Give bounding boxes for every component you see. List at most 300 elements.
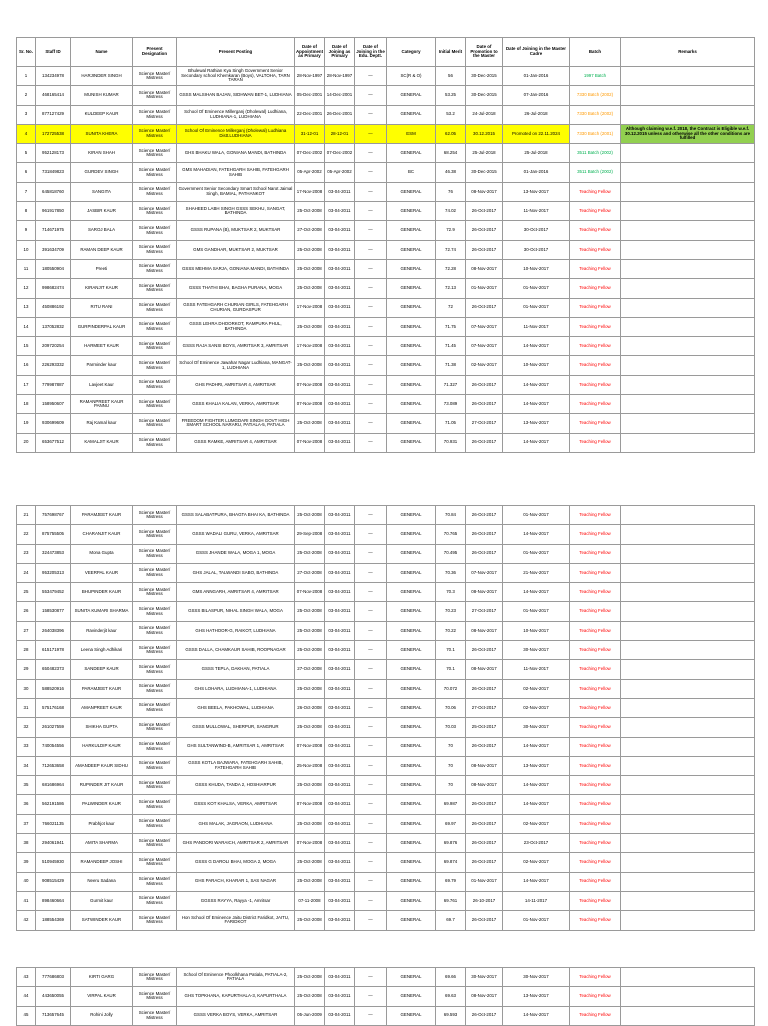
cell-date-joining-edu: —	[355, 163, 387, 182]
table-row	[17, 602, 755, 621]
cell-name: KIRTI GARG	[71, 968, 133, 987]
cell-date-master-cadre: 14-Nov-2017	[503, 375, 570, 394]
cell-category: GENERAL	[387, 679, 436, 698]
cell-category: GENERAL	[387, 221, 436, 240]
cell-category: GENERAL	[387, 337, 436, 356]
table-row	[17, 891, 755, 910]
cell-initial-merit: 56	[436, 67, 466, 86]
cell-date-master-cadre: 10-Nov-2017	[503, 259, 570, 278]
cell-date-promotion: 26-Oct-2017	[466, 221, 503, 240]
cell-designation: Science Master/ Mistress	[133, 67, 177, 86]
cell-batch: Teaching Fellow	[570, 756, 621, 775]
cell-remarks	[621, 776, 755, 795]
cell-category: GENERAL	[387, 621, 436, 640]
cell-date-joining-edu: —	[355, 414, 387, 433]
cell-date-joining-edu: —	[355, 86, 387, 105]
cell-remarks	[621, 337, 755, 356]
cell-date-master-cadre: 30-Nov-2017	[503, 968, 570, 987]
cell-posting: GSSS VERKA BOYS, VERKA, AMRITSAR	[177, 1006, 295, 1025]
cell-designation: Science Master/ Mistress	[133, 563, 177, 582]
cell-designation: Science Master/ Mistress	[133, 583, 177, 602]
cell-date-master-cadre: 13-Nov-2017	[503, 756, 570, 775]
cell-date-promotion: 26-Oct-2017	[466, 911, 503, 930]
cell-date-promotion: 08-Nov-2017	[466, 776, 503, 795]
cell-date-joining-edu: —	[355, 776, 387, 795]
cell-remarks	[621, 853, 755, 872]
cell-category: GENERAL	[387, 756, 436, 775]
cell-date-master-cadre: 14-Nov-2017	[503, 776, 570, 795]
cell-date-master-cadre: 01-Nov-2017	[503, 506, 570, 525]
cell-date-promotion: 26-Oct-2017	[466, 202, 503, 221]
cell-date-appointment: 25-Oct-2008	[295, 506, 325, 525]
cell-date-promotion: 26-Oct-2017	[466, 814, 503, 833]
cell-date-joining: 03-04-2011	[325, 872, 355, 891]
cell-batch: Teaching Fellow	[570, 814, 621, 833]
cell-sr-no: 25	[17, 583, 36, 602]
table-row	[17, 144, 755, 163]
cell-date-joining: 03-04-2011	[325, 433, 355, 452]
cell-staff-id: 713657645	[36, 1006, 71, 1025]
cell-category: GENERAL	[387, 105, 436, 124]
cell-remarks	[621, 259, 755, 278]
cell-designation: Science Master/ Mistress	[133, 737, 177, 756]
table-row	[17, 414, 755, 433]
cell-batch: Teaching Fellow	[570, 776, 621, 795]
cell-date-joining: 03-04-2011	[325, 602, 355, 621]
cell-name: SAROJ BALA	[71, 221, 133, 240]
cell-date-joining: 03-04-2011	[325, 853, 355, 872]
cell-designation: Science Master/ Mistress	[133, 182, 177, 201]
col-header-sr-no: Sr. No.	[17, 38, 36, 67]
cell-category: GENERAL	[387, 506, 436, 525]
cell-category: GENERAL	[387, 660, 436, 679]
cell-date-promotion: 26-Oct-2017	[466, 737, 503, 756]
cell-date-appointment: 17-Nov-2008	[295, 337, 325, 356]
cell-date-promotion: 26-Oct-2017	[466, 544, 503, 563]
cell-designation: Science Master/ Mistress	[133, 221, 177, 240]
cell-posting: School Of Eminence Jawahar Nagar Ludhiana, MANGAT-1, LUDHIANA	[177, 356, 295, 375]
cell-sr-no: 26	[17, 602, 36, 621]
cell-designation: Science Master/ Mistress	[133, 795, 177, 814]
cell-date-joining: 03-04-2011	[325, 911, 355, 930]
cell-date-appointment: 07-Nov-2008	[295, 737, 325, 756]
cell-batch: Teaching Fellow	[570, 795, 621, 814]
cell-date-joining: 03-04-2011	[325, 621, 355, 640]
table-row	[17, 621, 755, 640]
cell-remarks	[621, 298, 755, 317]
cell-remarks	[621, 202, 755, 221]
cell-date-promotion: 08-Nov-2017	[466, 621, 503, 640]
table-row	[17, 563, 755, 582]
table-row	[17, 337, 755, 356]
cell-remarks	[621, 163, 755, 182]
cell-sr-no: 36	[17, 795, 36, 814]
cell-date-joining-edu: —	[355, 834, 387, 853]
cell-date-master-cadre: 11-Nov-2017	[503, 660, 570, 679]
cell-designation: Science Master/ Mistress	[133, 105, 177, 124]
cell-staff-id: 740054556	[36, 737, 71, 756]
cell-posting: GHS JALAL, TALWANDI SABO, BATHINDA	[177, 563, 295, 582]
cell-initial-merit: 70.84	[436, 506, 466, 525]
cell-staff-id: 908515429	[36, 872, 71, 891]
cell-batch: 1997 Batch	[570, 67, 621, 86]
cell-date-joining-edu: —	[355, 814, 387, 833]
cell-posting: SHAHEED LABH SINGH GSSS SEKHU, SANGAT, BATHINDA	[177, 202, 295, 221]
cell-sr-no: 39	[17, 853, 36, 872]
table-row	[17, 124, 755, 143]
cell-staff-id: 209720254	[36, 337, 71, 356]
cell-date-appointment: 25-Oct-2008	[295, 602, 325, 621]
cell-batch: Teaching Fellow	[570, 298, 621, 317]
cell-date-promotion: 26-Oct-2017	[466, 1006, 503, 1025]
cell-designation: Science Master/ Mistress	[133, 776, 177, 795]
cell-category: GENERAL	[387, 279, 436, 298]
cell-initial-merit: 70.36	[436, 563, 466, 582]
cell-date-appointment: 22-Dec-2001	[295, 105, 325, 124]
cell-batch: Teaching Fellow	[570, 968, 621, 987]
staff-seniority-table-page-3	[16, 967, 755, 1026]
cell-date-promotion: 08-Nov-2017	[466, 660, 503, 679]
cell-date-joining: 03-04-2011	[325, 698, 355, 717]
cell-date-promotion: 08-Nov-2017	[466, 583, 503, 602]
cell-date-joining: 03-04-2011	[325, 968, 355, 987]
cell-date-appointment: 25-Oct-2008	[295, 911, 325, 930]
cell-date-promotion: 26-Oct-2017	[466, 853, 503, 872]
cell-date-joining-edu: —	[355, 124, 387, 143]
cell-designation: Science Master/ Mistress	[133, 259, 177, 278]
cell-initial-merit: 74.02	[436, 202, 466, 221]
cell-initial-merit: 70.22	[436, 621, 466, 640]
cell-sr-no: 37	[17, 814, 36, 833]
cell-staff-id: 294061941	[36, 834, 71, 853]
cell-category: ESM	[387, 124, 436, 143]
cell-date-joining: 03-04-2011	[325, 795, 355, 814]
table-row	[17, 356, 755, 375]
cell-date-joining: 14-Dec-2001	[325, 86, 355, 105]
cell-remarks: Although claiming w.e.f. 2018, the Contract is Eligible w.e.f. 30.12.2015 unless and otherwise all the other conditions are fulfilled	[621, 124, 755, 143]
cell-sr-no: 16	[17, 356, 36, 375]
cell-name: Raj Kamal kaur	[71, 414, 133, 433]
cell-date-joining-edu: —	[355, 872, 387, 891]
cell-name: RUPINDER JIT KAUR	[71, 776, 133, 795]
cell-date-joining-edu: —	[355, 279, 387, 298]
cell-batch: Teaching Fellow	[570, 834, 621, 853]
cell-date-promotion: 26-Oct-2017	[466, 433, 503, 452]
table-row	[17, 163, 755, 182]
cell-posting: GGSSS RAYYA, Rayya -1, Amritsar	[177, 891, 295, 910]
cell-name: Mona Gupta	[71, 544, 133, 563]
cell-category: GENERAL	[387, 602, 436, 621]
cell-posting: School Of Eminence Millerganj (Dholewal) Ludhiana Distt.LUDHIANA	[177, 124, 295, 143]
cell-posting: GSSS WADALI GURU, VERKA, AMRITSAR	[177, 525, 295, 544]
table-row	[17, 259, 755, 278]
cell-remarks	[621, 987, 755, 1006]
cell-staff-id: 134234978	[36, 67, 71, 86]
cell-date-promotion: 01-Nov-2017	[466, 872, 503, 891]
cell-remarks	[621, 968, 755, 987]
cell-date-joining: 03-04-2011	[325, 1006, 355, 1025]
cell-date-promotion: 07-Nov-2017	[466, 317, 503, 336]
cell-category: GENERAL	[387, 583, 436, 602]
cell-date-appointment: 07-Dec-2002	[295, 144, 325, 163]
cell-date-master-cadre: 01-Nov-2017	[503, 602, 570, 621]
cell-designation: Science Master/ Mistress	[133, 317, 177, 336]
staff-seniority-table-page-1	[16, 37, 755, 453]
cell-staff-id: 510945930	[36, 853, 71, 872]
cell-initial-merit: 53.25	[436, 86, 466, 105]
cell-posting: GSSS KHUDA, TANDA 2, HOSHIARPUR	[177, 776, 295, 795]
cell-batch: Teaching Fellow	[570, 414, 621, 433]
cell-initial-merit: 69.7	[436, 911, 466, 930]
cell-designation: Science Master/ Mistress	[133, 872, 177, 891]
cell-category: GENERAL	[387, 259, 436, 278]
table-row	[17, 240, 755, 259]
cell-remarks	[621, 756, 755, 775]
col-header-date-master-cadre: Date of Joining in the Master Cadre	[503, 38, 570, 67]
cell-initial-merit: 71.38	[436, 356, 466, 375]
cell-remarks	[621, 814, 755, 833]
cell-staff-id: 898460664	[36, 891, 71, 910]
cell-staff-id: 562191586	[36, 795, 71, 814]
cell-date-joining-edu: —	[355, 525, 387, 544]
cell-date-joining-edu: —	[355, 259, 387, 278]
cell-initial-merit: 72	[436, 298, 466, 317]
cell-sr-no: 22	[17, 525, 36, 544]
cell-sr-no: 40	[17, 872, 36, 891]
cell-remarks	[621, 525, 755, 544]
cell-category: GENERAL	[387, 834, 436, 853]
cell-date-appointment: 07-Nov-2008	[295, 375, 325, 394]
staff-seniority-table-page-2	[16, 505, 755, 931]
cell-batch: Teaching Fellow	[570, 853, 621, 872]
cell-staff-id: 777686803	[36, 968, 71, 987]
cell-date-joining-edu: —	[355, 968, 387, 987]
cell-staff-id: 450886192	[36, 298, 71, 317]
cell-designation: Science Master/ Mistress	[133, 525, 177, 544]
cell-sr-no: 35	[17, 776, 36, 795]
cell-initial-merit: 71.327	[436, 375, 466, 394]
cell-designation: Science Master/ Mistress	[133, 987, 177, 1006]
cell-remarks	[621, 414, 755, 433]
cell-posting: GHS LOHARA, LUDHIANA-1, LUDHIANA	[177, 679, 295, 698]
cell-date-master-cadre: 01-Nov-2017	[503, 911, 570, 930]
cell-name: Leena Singh Adhikari	[71, 641, 133, 660]
cell-sr-no: 18	[17, 395, 36, 414]
cell-sr-no: 42	[17, 911, 36, 930]
cell-date-joining: 28-12-01	[325, 124, 355, 143]
cell-posting: Bhulewal Rathian Kya Singh Government Senior Secondary school Khemkaran (Boys), VALTOHA, TARN TARAN	[177, 67, 295, 86]
cell-date-master-cadre: Promoted on 22.11.2024	[503, 124, 570, 143]
cell-sr-no: 9	[17, 221, 36, 240]
cell-posting: GHS MALAK, JAGRAON, LUDHIANA	[177, 814, 295, 833]
cell-name: Rohini Jolly	[71, 1006, 133, 1025]
cell-date-joining-edu: —	[355, 544, 387, 563]
cell-remarks	[621, 506, 755, 525]
cell-sr-no: 27	[17, 621, 36, 640]
cell-initial-merit: 46.38	[436, 163, 466, 182]
cell-date-joining: 03-04-2011	[325, 679, 355, 698]
cell-sr-no: 3	[17, 105, 36, 124]
cell-designation: Science Master/ Mistress	[133, 814, 177, 833]
cell-sr-no: 31	[17, 698, 36, 717]
cell-date-joining-edu: —	[355, 67, 387, 86]
cell-sr-no: 28	[17, 641, 36, 660]
cell-remarks	[621, 602, 755, 621]
cell-posting: GSSS SALABATPURA, BHAGTA BHAI KA, BATHINDA	[177, 506, 295, 525]
cell-sr-no: 43	[17, 968, 36, 987]
cell-date-master-cadre: 14-Nov-2017	[503, 872, 570, 891]
cell-date-promotion: 08-Nov-2017	[466, 756, 503, 775]
cell-name: RAMAN DEEP KAUR	[71, 240, 133, 259]
cell-batch: Teaching Fellow	[570, 911, 621, 930]
cell-designation: Science Master/ Mistress	[133, 911, 177, 930]
cell-batch: Teaching Fellow	[570, 240, 621, 259]
cell-designation: Science Master/ Mistress	[133, 660, 177, 679]
cell-date-joining-edu: —	[355, 756, 387, 775]
cell-initial-merit: 53.2	[436, 105, 466, 124]
cell-remarks	[621, 795, 755, 814]
cell-date-promotion: 08-Nov-2017	[466, 259, 503, 278]
cell-category: GENERAL	[387, 776, 436, 795]
cell-date-promotion: 26-Oct-2017	[466, 395, 503, 414]
table-row	[17, 1006, 755, 1025]
cell-category: GENERAL	[387, 987, 436, 1006]
cell-staff-id: 877127429	[36, 105, 71, 124]
cell-date-master-cadre: 02-Nov-2017	[503, 814, 570, 833]
cell-batch: Teaching Fellow	[570, 544, 621, 563]
col-header-date-joining: Date of Joining as Primary	[325, 38, 355, 67]
cell-initial-merit: 73.089	[436, 395, 466, 414]
cell-remarks	[621, 1006, 755, 1025]
cell-initial-merit: 69.63	[436, 987, 466, 1006]
cell-remarks	[621, 698, 755, 717]
cell-date-promotion: 26-Oct-2017	[466, 298, 503, 317]
cell-date-master-cadre: 10-Nov-2017	[503, 356, 570, 375]
cell-posting: GHS HATHOOR-G, RAIKOT, LUDHIANA	[177, 621, 295, 640]
cell-batch: Teaching Fellow	[570, 583, 621, 602]
cell-category: GENERAL	[387, 698, 436, 717]
cell-category: GENERAL	[387, 737, 436, 756]
cell-batch: Teaching Fellow	[570, 641, 621, 660]
cell-date-joining: 03-04-2011	[325, 718, 355, 737]
cell-sr-no: 11	[17, 259, 36, 278]
cell-date-joining: 03-04-2011	[325, 182, 355, 201]
cell-date-master-cadre: 14-Nov-2017	[503, 737, 570, 756]
cell-category: GENERAL	[387, 375, 436, 394]
cell-date-promotion: 25-Jul-2018	[466, 144, 503, 163]
cell-batch: Teaching Fellow	[570, 987, 621, 1006]
cell-date-appointment: 27-Oct-2008	[295, 221, 325, 240]
cell-designation: Science Master/ Mistress	[133, 698, 177, 717]
table-row	[17, 968, 755, 987]
cell-date-joining: 03-04-2011	[325, 240, 355, 259]
cell-initial-merit: 71.45	[436, 337, 466, 356]
cell-date-appointment: 31-12-01	[295, 124, 325, 143]
table-row	[17, 834, 755, 853]
cell-date-joining-edu: —	[355, 795, 387, 814]
cell-initial-merit: 69.66	[436, 968, 466, 987]
cell-posting: GHS BEELA, PAKHOWAL, LUDHIANA	[177, 698, 295, 717]
cell-date-appointment: 25-Oct-2008	[295, 240, 325, 259]
cell-date-appointment: 17-Nov-2008	[295, 298, 325, 317]
cell-batch: Teaching Fellow	[570, 259, 621, 278]
cell-name: BHUPINDER KAUR	[71, 583, 133, 602]
cell-category: GENERAL	[387, 814, 436, 833]
cell-sr-no: 10	[17, 240, 36, 259]
cell-date-promotion: 01-Nov-2017	[466, 279, 503, 298]
cell-date-promotion: 08-Nov-2017	[466, 182, 503, 201]
cell-posting: GSSS MULLOWAL, SHERPUR, SANGRUR	[177, 718, 295, 737]
cell-staff-id: 681686964	[36, 776, 71, 795]
cell-sr-no: 2	[17, 86, 36, 105]
cell-designation: Science Master/ Mistress	[133, 506, 177, 525]
cell-date-joining-edu: —	[355, 911, 387, 930]
cell-sr-no: 1	[17, 67, 36, 86]
cell-name: GURPINDERPAL KAUR	[71, 317, 133, 336]
cell-batch: Teaching Fellow	[570, 737, 621, 756]
cell-designation: Science Master/ Mistress	[133, 433, 177, 452]
cell-staff-id: 766021135	[36, 814, 71, 833]
cell-date-joining-edu: —	[355, 698, 387, 717]
table-row	[17, 221, 755, 240]
cell-category: GENERAL	[387, 414, 436, 433]
cell-date-joining: 03-04-2011	[325, 756, 355, 775]
cell-batch: Teaching Fellow	[570, 525, 621, 544]
cell-name: CHARANJIT KAUR	[71, 525, 133, 544]
cell-initial-merit: 69.593	[436, 1006, 466, 1025]
cell-posting: GSSS JHANDE WALA, MOGA 1, MOGA	[177, 544, 295, 563]
cell-date-promotion: 07-Nov-2017	[466, 563, 503, 582]
cell-date-master-cadre: 13-Nov-2017	[503, 182, 570, 201]
cell-designation: Science Master/ Mistress	[133, 298, 177, 317]
cell-date-joining: 03-04-2011	[325, 337, 355, 356]
cell-date-joining-edu: —	[355, 317, 387, 336]
table-row	[17, 756, 755, 775]
cell-batch: Teaching Fellow	[570, 563, 621, 582]
cell-staff-id: 264038396	[36, 621, 71, 640]
table-row	[17, 375, 755, 394]
cell-date-appointment: 27-Oct-2008	[295, 660, 325, 679]
cell-staff-id: 575176168	[36, 698, 71, 717]
cell-name: HARMEET KAUR	[71, 337, 133, 356]
cell-staff-id: 391634709	[36, 240, 71, 259]
cell-posting: GHS BHAKU WALA, GONIANA MANDI, BATHINDA	[177, 144, 295, 163]
cell-category: GENERAL	[387, 144, 436, 163]
cell-sr-no: 8	[17, 202, 36, 221]
cell-sr-no: 44	[17, 987, 36, 1006]
cell-sr-no: 20	[17, 433, 36, 452]
cell-designation: Science Master/ Mistress	[133, 163, 177, 182]
cell-name: HARJINDER SINGH	[71, 67, 133, 86]
cell-sr-no: 21	[17, 506, 36, 525]
cell-date-promotion: 26-Oct-2017	[466, 834, 503, 853]
cell-date-master-cadre: 14-Nov-2017	[503, 395, 570, 414]
cell-posting: GHS PANDORI WARAICH, AMRITSAR 2, AMRITSAR	[177, 834, 295, 853]
cell-batch: Teaching Fellow	[570, 698, 621, 717]
cell-initial-merit: 72.74	[436, 240, 466, 259]
cell-sr-no: 19	[17, 414, 36, 433]
table-row	[17, 105, 755, 124]
cell-date-promotion: 25-Oct-2017	[466, 718, 503, 737]
cell-remarks	[621, 182, 755, 201]
cell-designation: Science Master/ Mistress	[133, 337, 177, 356]
cell-initial-merit: 70	[436, 737, 466, 756]
cell-sr-no: 34	[17, 756, 36, 775]
cell-initial-merit: 69.97	[436, 814, 466, 833]
cell-designation: Science Master/ Mistress	[133, 834, 177, 853]
table-row	[17, 814, 755, 833]
cell-date-appointment: 25-Oct-2008	[295, 872, 325, 891]
